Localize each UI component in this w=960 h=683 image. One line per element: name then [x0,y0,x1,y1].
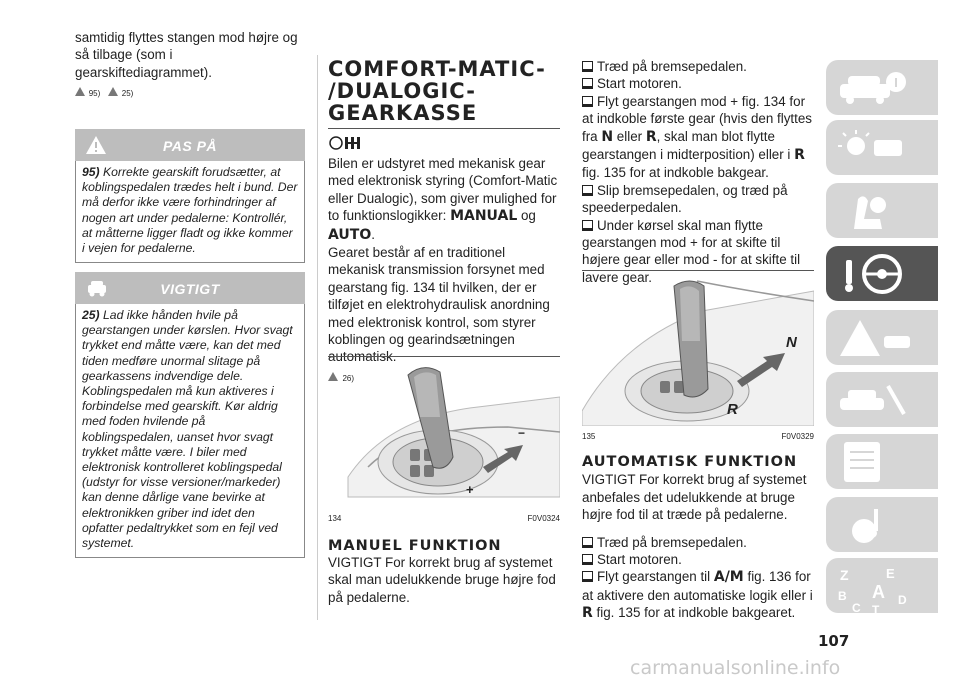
tab-key-steering[interactable] [826,246,938,301]
ref-2: 25) [121,89,134,99]
gear-lever-reverse-illustration [582,271,814,426]
airbag-seat-icon [834,189,914,233]
intro-paragraph [328,155,560,244]
auto-label: AUTO [328,226,372,243]
tab-tools-car[interactable] [826,372,938,427]
page-number: 107 [818,632,850,650]
music-media-icon [834,503,914,547]
svg-text:+: + [466,482,474,497]
heading-rule [328,128,560,129]
gearbox-symbol-icon [328,134,372,150]
svg-text:B: B [838,589,847,603]
heading-line-1: COMFORT-MATIC- [328,57,546,81]
tab-dashboard-lights[interactable] [826,120,938,175]
tab-warning[interactable] [826,310,938,365]
svg-text:Z: Z [840,567,849,583]
manual-label: MANUAL [450,208,518,225]
figure-number: 134 [328,514,342,523]
step-item: Træd på bremsepedalen. [582,534,814,551]
figure-135 [582,270,814,441]
warning-title: PAS PÅ [162,138,218,154]
ref-1: 95) [88,89,101,99]
important-box [75,272,305,558]
svg-text:N: N [786,334,797,351]
step-item: Start motoren. [582,551,814,568]
warning-box [75,129,305,263]
svg-text:D: D [898,593,907,607]
svg-text:T: T [872,603,880,614]
warning-body [75,161,305,263]
watermark: carmanualsonline.info [630,657,841,679]
important-number: 25) [82,308,100,322]
tools-car-icon [834,378,914,422]
warning-triangle-icon [834,316,914,360]
manual-function-text: VIGTIGT For korrekt brug af systemet skal man udelukkende bruge højre fod på pedalerne. [328,555,556,605]
gear-lever-illustration [328,357,560,507]
key-steering-wheel-icon [834,252,914,296]
svg-text:A: A [872,582,885,602]
figure-code: F0V0324 [527,514,560,523]
description-paragraph: Gearet består af en traditionel mekanisk transmission forsynet med gearstang fig. 134 til hvilken, der er tilføjet en elektrohydraulisk anordning med elektronisk kontrol, som styrer koblingen og gearindsætningen automatisk. [328,245,550,365]
checkbox-icon [582,61,593,72]
checklist-icon [834,440,914,484]
svg-text:C: C [852,601,861,614]
tab-checklist[interactable] [826,434,938,489]
alphabet-index-icon [834,564,924,614]
dashboard-lights-icon [834,126,914,170]
ref-text: 26) [342,373,355,383]
warning-text: Korrekte gearskift forudsætter, at koblingspedalen trædes helt i bund. Der må derfor ikke være forhindringer af nogen art under pedalerne: Kontrollér, at måtterne ligger fladt og ikke kommer i vejen for pedalerne. [82,165,298,256]
checkbox-icon [582,78,593,89]
important-header [75,272,305,304]
column-1 [75,29,305,97]
step-item: Start motoren. [582,75,814,92]
warning-header [75,129,305,161]
svg-text:−: − [518,426,526,440]
tab-car-info[interactable] [826,60,938,115]
tab-media[interactable] [826,497,938,552]
manual-function-section [328,538,560,606]
warning-small-icon [75,83,85,91]
ref-marks [75,83,305,97]
manual-function-heading: MANUEL FUNKTION [328,538,502,554]
svg-text:R: R [727,401,738,418]
step-item: Slip bremsepedalen, og træd på speederpedalen. [582,182,788,216]
car-info-icon [834,66,914,110]
automatic-function-text: VIGTIGT For korrekt brug af systemet anbefales det udelukkende at bruge højre fod til at træde på pedalerne. [582,472,807,523]
checkbox-icon [582,96,593,107]
step-item: Flyt gearstangen mod + fig. 134 for at indkoble første gear (hvis den flyttes fra N eller R, skal man blot flytte gearstangen i midterposition) eller i R fig. 135 for at indkoble bakgear. [582,93,812,181]
automatic-function-heading: AUTOMATISK FUNKTION [582,454,798,470]
column-2 [328,58,560,381]
tab-alphabet-index[interactable] [826,558,938,613]
intro-text: samtidig flyttes stangen mod højre og så tilbage (som i gearskiftediagrammet). [75,30,298,80]
checkbox-icon [582,571,593,582]
step-list [582,58,814,286]
heading-line-3: GEARKASSE [328,101,478,125]
heading-line-2: /DUALOGIC- [328,79,476,103]
intro-text: Bilen er udstyret med mekanisk gear med elektronisk styring (Comfort-Matic eller Dualogic), som giver mulighed for to funktionslogikker: [328,156,558,224]
period: . [371,226,375,242]
column-3 [582,58,814,286]
checkbox-icon [582,537,593,548]
important-text: Lad ikke hånden hvile på gearstangen under kørslen. Hvor svagt trykket end måtte være, kan det med tiden medføre unormal slitage på gearkassens indvendige dele. Koblingspedalen må kun aktiveres i forbindelse med gearskift. Kør aldrig med foden hvilende på koblingspedalen, uanset hvor svagt trykket måtte være. I biler med elektronisk kontrolleret koblingspedal (udstyr for visse versioner/markeder) kan denne dårlige vane bevirke at elektronikken griber ind idet den opfatter pedaltrykket som en fejl ved systemet. [82,308,293,551]
warning-small-icon [108,83,118,91]
tab-airbag-seat[interactable] [826,183,938,238]
checkbox-icon [582,554,593,565]
checkbox-icon [582,185,593,196]
important-title: VIGTIGT [160,281,220,297]
warning-number: 95) [82,165,100,179]
important-body [75,304,305,558]
step-item: Træd på bremsepedalen. [582,58,814,75]
figure-134 [328,356,560,523]
step-item: Under kørsel skal man flytte gearstangen mod + for at skifte til højere gear eller mod - for at skifte til lavere gear. [582,217,801,285]
connector-text: og [517,208,536,224]
automatic-function-section [582,454,814,623]
checkbox-icon [582,220,593,231]
figure-number: 135 [582,432,596,441]
svg-text:E: E [886,566,895,581]
section-heading [328,58,560,124]
column-divider [317,55,318,620]
step-item: Flyt gearstangen til A/M fig. 136 for at aktivere den automatiske logik eller i R fig. 135 for at indkoble bakgearet. [582,569,813,622]
figure-code: F0V0329 [781,432,814,441]
